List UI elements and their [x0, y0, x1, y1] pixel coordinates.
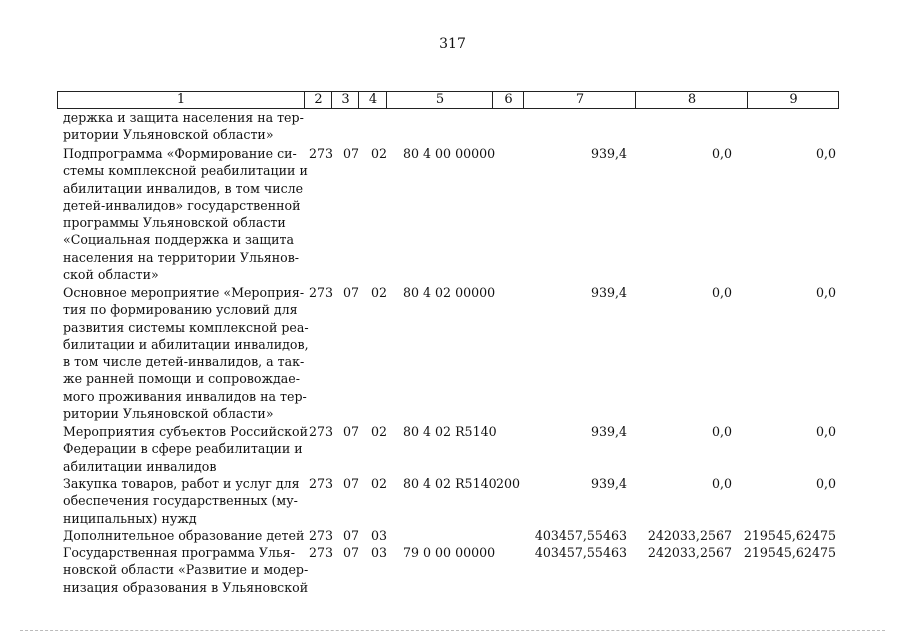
header-col-9: 9 — [747, 92, 839, 108]
description-line: Основное мероприятие «Мероприя- — [63, 285, 305, 300]
cell-col-3: 07 — [343, 146, 360, 161]
description-line: стемы комплексной реабилитации и — [63, 163, 308, 179]
page-number: 317 — [439, 36, 466, 52]
description-line: держка и защита населения на тер- — [63, 110, 304, 125]
table-header — [57, 91, 839, 109]
description-line: ритории Ульяновской области» — [63, 406, 274, 422]
cell-col-5: 79 0 00 00000 — [403, 545, 496, 560]
cell-col-2: 273 — [309, 285, 334, 300]
description-line: ритории Ульяновской области» — [63, 127, 274, 143]
cell-col-2: 273 — [309, 528, 334, 543]
header-col-7: 7 — [523, 92, 636, 108]
cell-col-4: 03 — [371, 545, 388, 560]
description-line: абилитации инвалидов — [63, 458, 217, 474]
cell-col-7: 403457,55463 — [534, 545, 627, 560]
description-line: «Социальная поддержка и защита — [63, 232, 294, 248]
header-col-5: 5 — [386, 92, 493, 108]
cell-col-9: 219545,62475 — [743, 528, 836, 543]
row-description — [63, 423, 308, 475]
cell-col-9: 0,0 — [815, 285, 836, 300]
row-description — [63, 527, 305, 544]
description-line: мого проживания инвалидов на тер- — [63, 388, 307, 404]
description-line: Дополнительное образование детей — [63, 528, 305, 543]
description-line: развития системы комплексной реа- — [63, 319, 309, 335]
cell-col-3: 07 — [343, 528, 360, 543]
description-line: обеспечения государственных (му- — [63, 493, 298, 509]
cell-col-9: 0,0 — [815, 424, 836, 439]
description-line: же ранней помощи и сопровождае- — [63, 371, 301, 387]
cell-col-8: 0,0 — [711, 476, 732, 491]
cell-col-9: 0,0 — [815, 476, 836, 491]
row-description — [63, 284, 309, 422]
description-line: тия по формированию условий для — [63, 302, 298, 318]
description-line: билитации и абилитации инвалидов, — [63, 336, 309, 352]
cell-col-8: 242033,2567 — [647, 528, 732, 543]
description-line: абилитации инвалидов, в том числе — [63, 180, 304, 196]
cell-col-4: 03 — [371, 528, 388, 543]
cell-col-8: 242033,2567 — [647, 545, 732, 560]
cell-col-5: 80 4 00 00000 — [403, 146, 496, 161]
cell-col-7: 403457,55463 — [534, 528, 627, 543]
description-line: низация образования в Ульяновской — [63, 579, 309, 595]
cell-col-7: 939,4 — [590, 285, 627, 300]
cell-col-6: 200 — [496, 476, 521, 491]
cell-col-4: 02 — [371, 146, 388, 161]
cell-col-2: 273 — [309, 545, 334, 560]
description-line: Закупка товаров, работ и услуг для — [63, 476, 300, 491]
cell-col-5: 80 4 02 R5140 — [403, 476, 497, 491]
description-line: Государственная программа Улья- — [63, 545, 295, 560]
description-line: населения на территории Ульянов- — [63, 249, 300, 265]
bottom-rule — [20, 630, 885, 631]
header-col-1: 1 — [176, 92, 186, 107]
cell-col-8: 0,0 — [711, 424, 732, 439]
row-description — [63, 544, 309, 596]
row-description — [63, 475, 298, 527]
row-description — [63, 109, 304, 144]
header-col-6: 6 — [492, 92, 524, 108]
cell-col-5: 80 4 02 00000 — [403, 285, 496, 300]
header-col-2: 2 — [304, 92, 332, 108]
cell-col-5: 80 4 02 R5140 — [403, 424, 497, 439]
description-line: в том числе детей-инвалидов, а так- — [63, 354, 305, 370]
description-line: новской области «Развитие и модер- — [63, 562, 309, 578]
cell-col-8: 0,0 — [711, 285, 732, 300]
header-col-4: 4 — [358, 92, 387, 108]
cell-col-8: 0,0 — [711, 146, 732, 161]
cell-col-3: 07 — [343, 285, 360, 300]
row-description — [63, 145, 308, 283]
cell-col-3: 07 — [343, 545, 360, 560]
description-line: Подпрограмма «Формирование си- — [63, 146, 297, 161]
cell-col-7: 939,4 — [590, 424, 627, 439]
cell-col-7: 939,4 — [590, 476, 627, 491]
cell-col-7: 939,4 — [590, 146, 627, 161]
description-line: ниципальных) нужд — [63, 510, 197, 526]
header-col-3: 3 — [331, 92, 359, 108]
cell-col-9: 0,0 — [815, 146, 836, 161]
cell-col-9: 219545,62475 — [743, 545, 836, 560]
cell-col-3: 07 — [343, 476, 360, 491]
description-line: Федерации в сфере реабилитации и — [63, 441, 303, 457]
cell-col-2: 273 — [309, 424, 334, 439]
header-col-8: 8 — [635, 92, 748, 108]
cell-col-4: 02 — [371, 424, 388, 439]
cell-col-2: 273 — [309, 146, 334, 161]
description-line: детей-инвалидов» государственной — [63, 197, 301, 213]
cell-col-2: 273 — [309, 476, 334, 491]
cell-col-4: 02 — [371, 476, 388, 491]
description-line: ской области» — [63, 267, 159, 283]
cell-col-3: 07 — [343, 424, 360, 439]
cell-col-4: 02 — [371, 285, 388, 300]
description-line: программы Ульяновской области — [63, 215, 286, 231]
description-line: Мероприятия субъектов Российской — [63, 424, 308, 439]
